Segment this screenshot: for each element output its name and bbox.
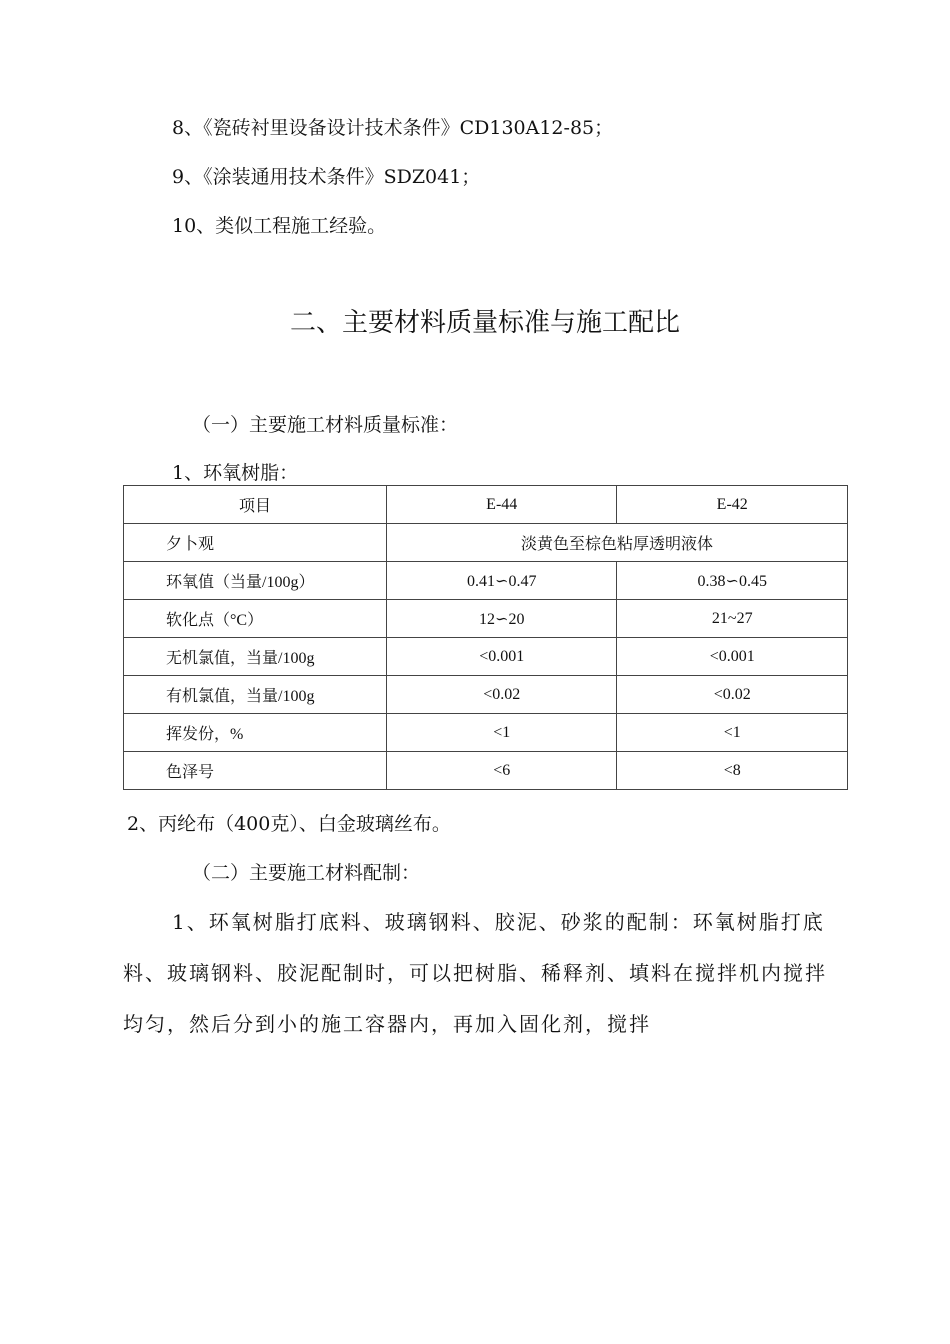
table-row bbox=[124, 714, 848, 752]
cell-e44: <1 bbox=[387, 714, 617, 752]
section-title: 二、主要材料质量标准与施工配比 bbox=[289, 308, 680, 338]
cell-e44: <0.02 bbox=[387, 676, 617, 714]
reference-item-8: 8、《瓷砖衬里设备设计技术条件》CD130A12-85； bbox=[172, 117, 614, 139]
cell-e42: 0.38∽0.45 bbox=[617, 562, 848, 600]
epoxy-spec-table bbox=[123, 485, 848, 790]
header-e44: E-44 bbox=[387, 486, 617, 524]
table-row bbox=[124, 524, 848, 562]
reference-item-9: 9、《涂装通用技术条件》SDZ041； bbox=[172, 166, 481, 188]
row-value-merged: 淡黄色至棕色粘厚透明液体 bbox=[387, 524, 848, 562]
paragraph-line-2: 料、玻璃钢料、胶泥配制时，可以把树脂、稀释剂、填料在搅拌机内搅拌 bbox=[123, 961, 827, 985]
row-label: 有机氯值，当量/100g bbox=[124, 676, 387, 714]
cell-e42: <0.001 bbox=[617, 638, 848, 676]
cell-e42: <0.02 bbox=[617, 676, 848, 714]
table-row bbox=[124, 638, 848, 676]
cell-e44: <6 bbox=[387, 752, 617, 790]
reference-item-10: 10、类似工程施工经验。 bbox=[172, 215, 387, 237]
row-label: 挥发份，% bbox=[124, 714, 387, 752]
table-row bbox=[124, 752, 848, 790]
cell-e42: <8 bbox=[617, 752, 848, 790]
table-row bbox=[124, 562, 848, 600]
paragraph-line-1: 1、环氧树脂打底料、玻璃钢料、胶泥、砂浆的配制：环氧树脂打底 bbox=[172, 910, 825, 934]
item-fabric: 2、丙纶布（400克）、白金玻璃丝布。 bbox=[127, 813, 451, 835]
subsection-title-materials: （一）主要施工材料质量标准： bbox=[192, 414, 459, 436]
header-item: 项目 bbox=[124, 486, 387, 524]
row-label: 环氧值（当量/100g） bbox=[124, 562, 387, 600]
paragraph-line-3: 均匀，然后分到小的施工容器内，再加入固化剂，搅拌 bbox=[123, 1012, 651, 1036]
cell-e44: 12∽20 bbox=[387, 600, 617, 638]
cell-e44: 0.41∽0.47 bbox=[387, 562, 617, 600]
cell-e42: 21~27 bbox=[617, 600, 848, 638]
subsection-title-preparation: （二）主要施工材料配制： bbox=[192, 862, 421, 884]
cell-e44: <0.001 bbox=[387, 638, 617, 676]
row-label: 色泽号 bbox=[124, 752, 387, 790]
header-e42: E-42 bbox=[617, 486, 848, 524]
row-label: 夕卜观 bbox=[124, 524, 387, 562]
row-label: 无机氯值，当量/100g bbox=[124, 638, 387, 676]
item-epoxy-resin: 1、环氧树脂： bbox=[172, 462, 299, 484]
cell-e42: <1 bbox=[617, 714, 848, 752]
table-header-row bbox=[124, 486, 848, 524]
table-row bbox=[124, 676, 848, 714]
row-label: 软化点（°C） bbox=[124, 600, 387, 638]
table-row bbox=[124, 600, 848, 638]
